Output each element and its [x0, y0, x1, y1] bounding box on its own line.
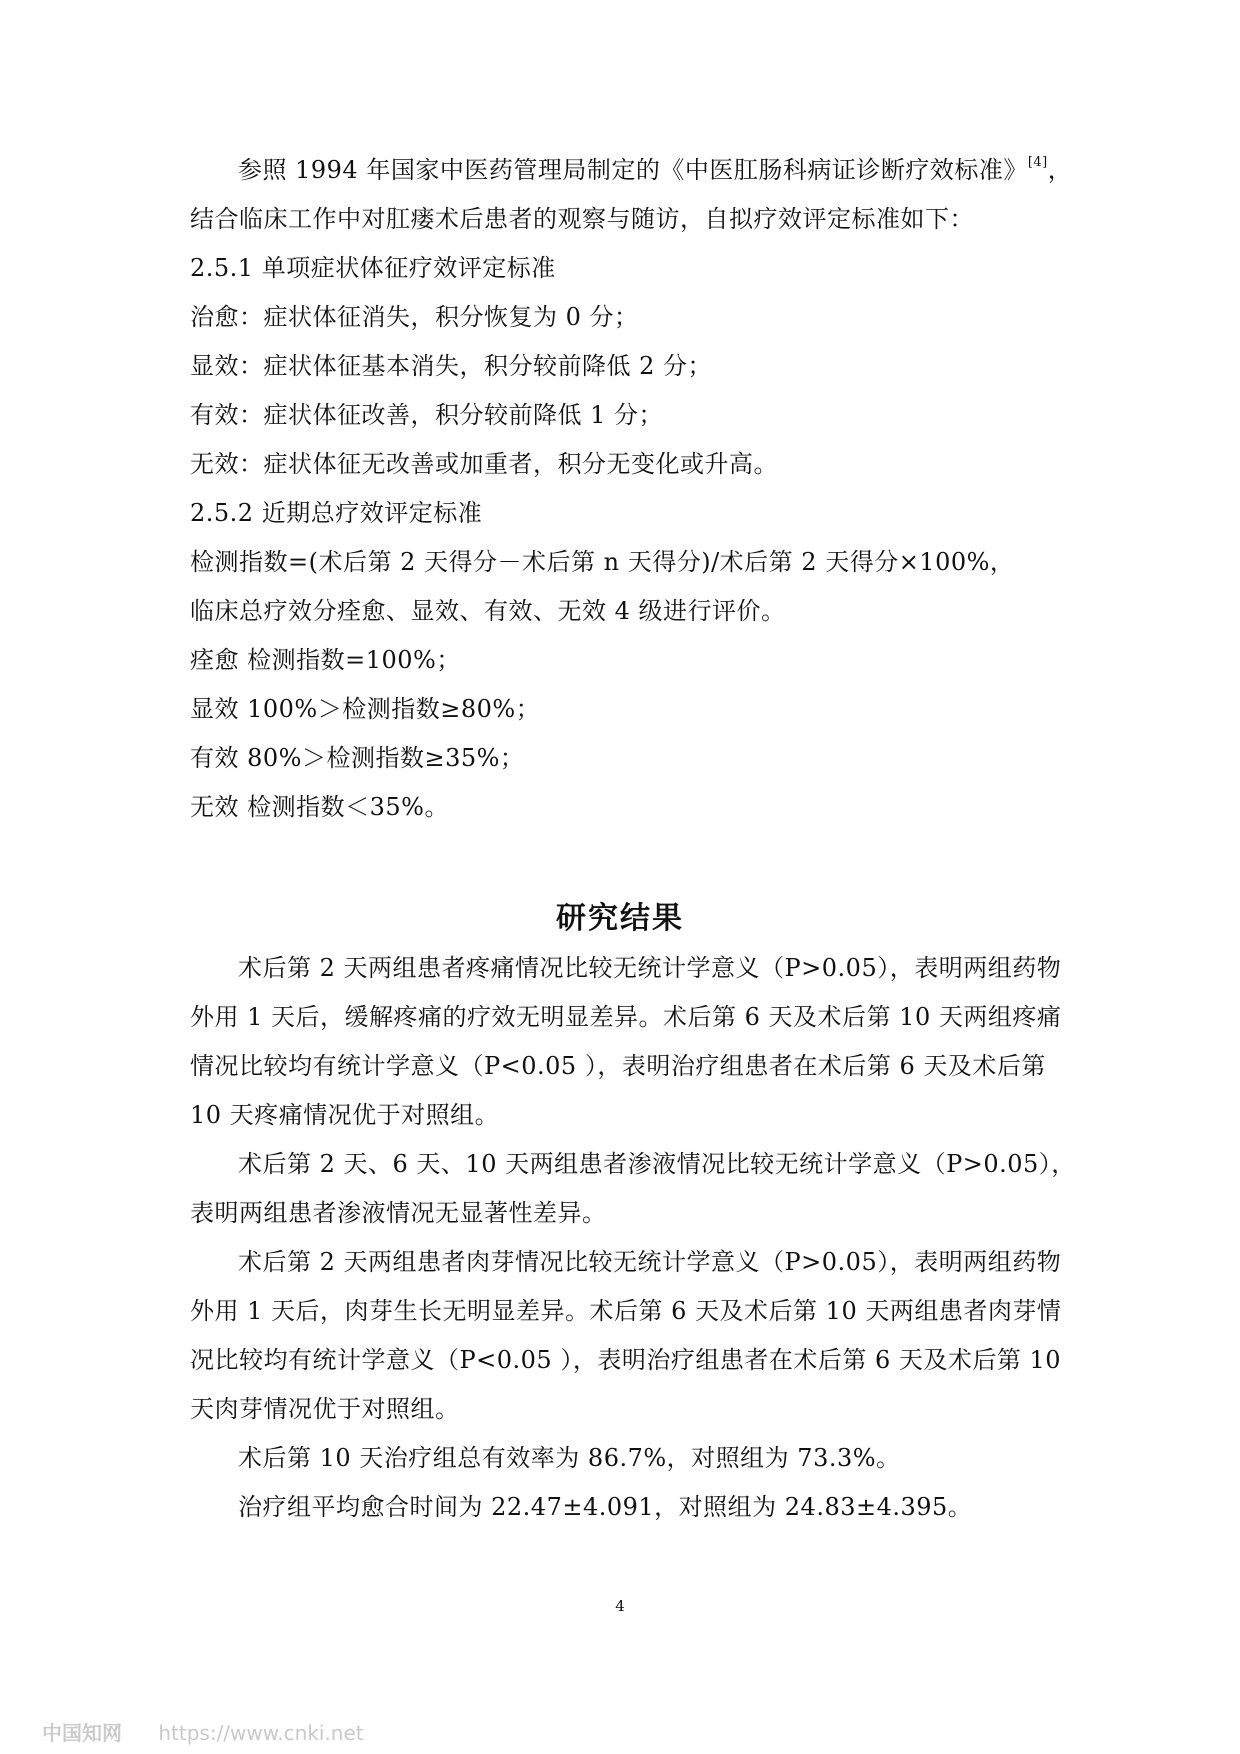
text-line: [190, 342, 1060, 391]
text-line: [190, 244, 1060, 293]
citation-reference: [4]: [1027, 155, 1048, 170]
text-line: [190, 489, 1060, 538]
line-text: 2.5.1 单项症状体征疗效评定标准: [190, 254, 556, 282]
text-line: [190, 1287, 1060, 1336]
line-text: 治愈：症状体征消失，积分恢复为 0 分；: [190, 303, 639, 331]
text-line: [190, 1042, 1060, 1091]
results-section: [190, 944, 1076, 1532]
watermark-footer: [42, 1717, 364, 1746]
line-text: 有效 80%＞检测指数≥35%；: [190, 744, 525, 772]
text-line: [190, 783, 1060, 832]
text-line: [190, 685, 1060, 734]
text-line: [190, 440, 1060, 489]
section-heading: 研究结果: [556, 901, 684, 936]
line-tail: ，: [1047, 156, 1073, 184]
text-line: [190, 538, 1060, 587]
text-line: [190, 1140, 1076, 1189]
line-text: 术后第 2 天两组患者肉芽情况比较无统计学意义（P>0.05），表明两组药物: [238, 1248, 1062, 1276]
text-line: [190, 587, 1060, 636]
text-line: [190, 1238, 1060, 1287]
line-text: 痊愈 检测指数=100%；: [190, 646, 461, 674]
line-text: 显效：症状体征基本消失，积分较前降低 2 分；: [190, 352, 713, 380]
line-text: 无效：症状体征无改善或加重者，积分无变化或升高。: [190, 450, 778, 478]
line-text: 外用 1 天后，肉芽生长无明显差异。术后第 6 天及术后第 10 天两组患者肉芽情: [190, 1297, 1062, 1325]
text-line: [190, 993, 1060, 1042]
text-line: [190, 1385, 1060, 1434]
text-line: [190, 734, 1060, 783]
line-text: 术后第 2 天两组患者疼痛情况比较无统计学意义（P>0.05），表明两组药物: [238, 954, 1062, 982]
line-text: 外用 1 天后，缓解疼痛的疗效无明显差异。术后第 6 天及术后第 10 天两组疼痛: [190, 1003, 1062, 1031]
line-text: 2.5.2 近期总疗效评定标准: [190, 499, 483, 527]
line-text: 参照 1994 年国家中医药管理局制定的《中医肛肠科病证诊断疗效标准》: [238, 156, 1028, 184]
watermark-site-name: 中国知网: [42, 1721, 122, 1745]
line-text: 况比较均有统计学意义（P<0.05 ），表明治疗组患者在术后第 6 天及术后第 10: [190, 1346, 1062, 1374]
line-text: 10 天疼痛情况优于对照组。: [190, 1101, 500, 1129]
line-text: 术后第 10 天治疗组总有效率为 86.7%，对照组为 73.3%。: [238, 1444, 901, 1472]
criteria-section: [190, 146, 1073, 832]
line-text: 情况比较均有统计学意义（P<0.05 ），表明治疗组患者在术后第 6 天及术后第: [190, 1052, 1046, 1080]
line-text: 无效 检测指数＜35%。: [190, 793, 449, 821]
line-text: 治疗组平均愈合时间为 22.47±4.091，对照组为 24.83±4.395。: [238, 1493, 973, 1521]
text-line: [190, 146, 1073, 195]
line-text: 天肉芽情况优于对照组。: [190, 1395, 460, 1423]
text-line: [190, 1434, 1060, 1483]
text-line: [190, 195, 1060, 244]
text-line: [190, 944, 1060, 993]
text-line: [190, 391, 1060, 440]
text-line: [190, 293, 1060, 342]
text-line: [190, 1336, 1060, 1385]
text-line: [190, 1483, 1060, 1532]
line-text: 检测指数=(术后第 2 天得分－术后第 n 天得分)/术后第 2 天得分×100%，: [190, 548, 1015, 576]
line-text: 显效 100%＞检测指数≥80%；: [190, 695, 541, 723]
watermark-url: https://www.cnki.net: [158, 1721, 364, 1745]
page-number: 4: [615, 1597, 625, 1615]
line-text: 表明两组患者渗液情况无显著性差异。: [190, 1199, 607, 1227]
line-text: 有效：症状体征改善，积分较前降低 1 分；: [190, 401, 664, 429]
text-line: [190, 636, 1060, 685]
text-line: [190, 1189, 1060, 1238]
text-line: [190, 1091, 1060, 1140]
line-text: 临床总疗效分痊愈、显效、有效、无效 4 级进行评价。: [190, 597, 786, 625]
line-text: 术后第 2 天、6 天、10 天两组患者渗液情况比较无统计学意义（P>0.05），: [238, 1150, 1076, 1178]
line-text: 结合临床工作中对肛瘘术后患者的观察与随访，自拟疗效评定标准如下：: [190, 205, 974, 233]
